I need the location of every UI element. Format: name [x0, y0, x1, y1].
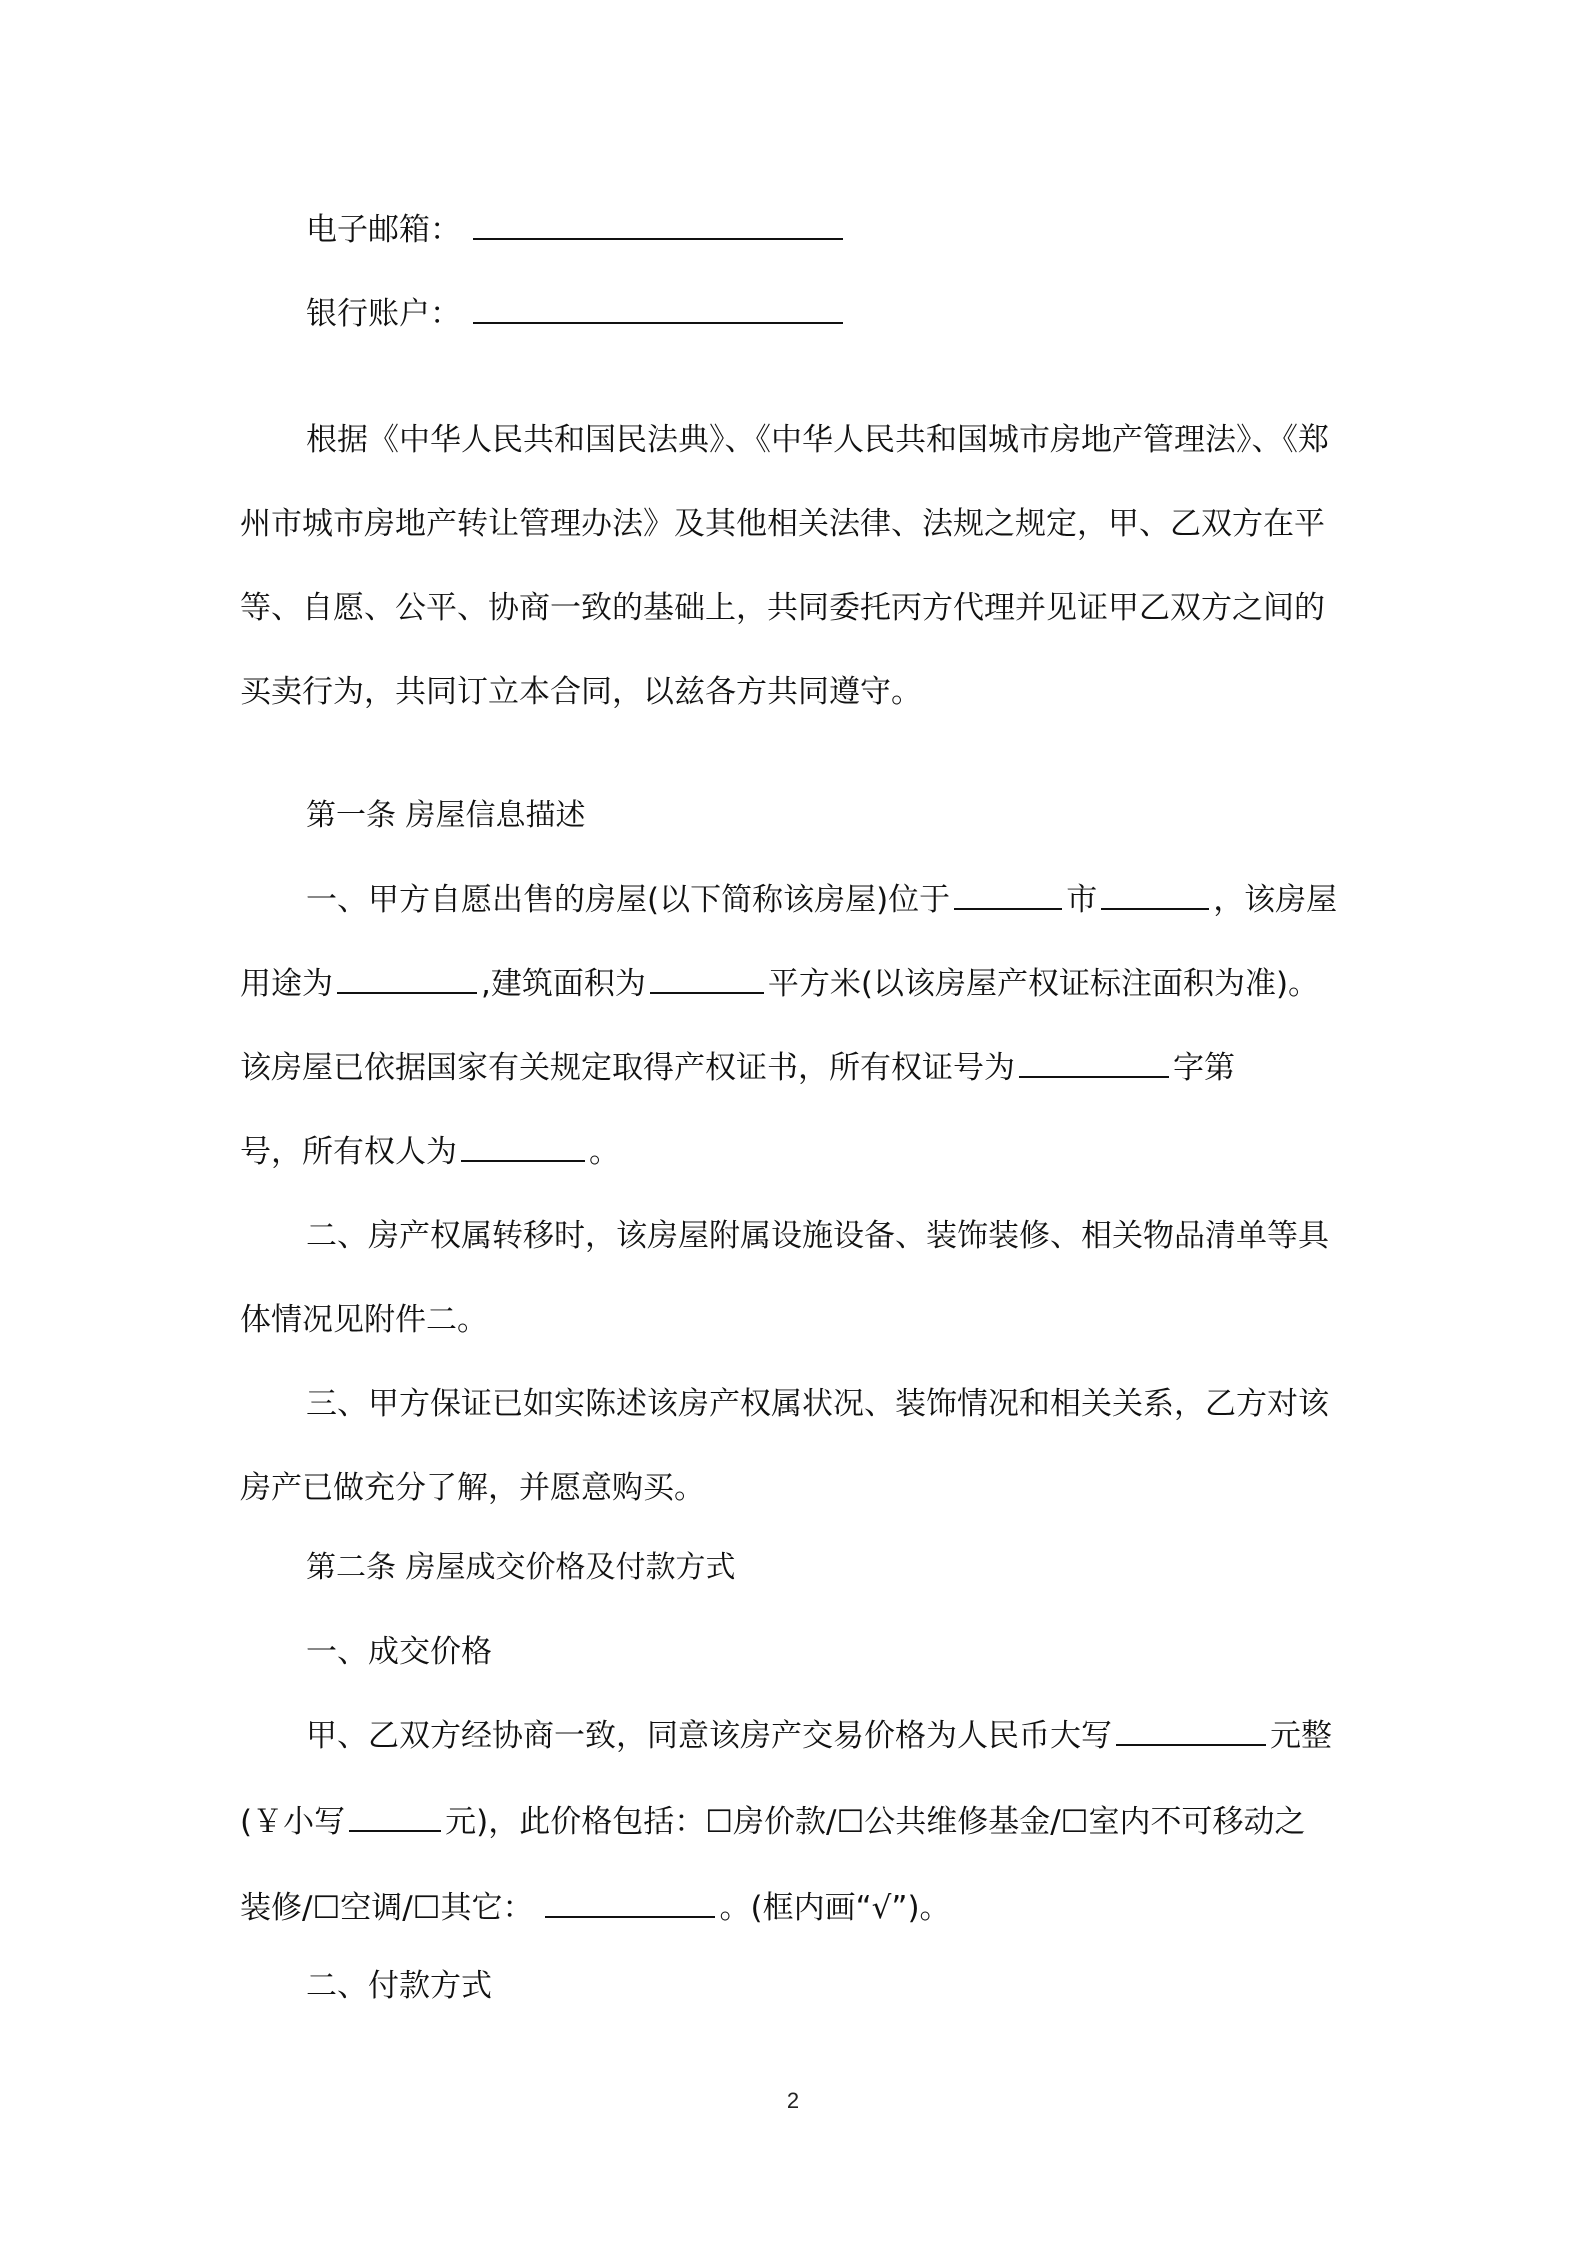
article-1-para-2-line-2: 体情况见附件二。: [240, 1302, 488, 1338]
preamble-line-1: 根据《中华人民共和国民法典》、《中华人民共和国城市房地产管理法》、《郑: [306, 422, 1329, 458]
text-segment: 号，所有权人为: [240, 1134, 457, 1170]
text-segment: 平方米(以该房屋产权证标注面积为准)。: [767, 966, 1320, 1002]
city-blank: [954, 878, 1062, 910]
text-segment: 。(框内画“√”)。: [719, 1890, 951, 1926]
article-1-para-1-line-4: [240, 1130, 1350, 1174]
article-1-para-1-line-3: [240, 1046, 1350, 1090]
bank-account-blank: [473, 292, 843, 324]
article-1-para-3-line-2: 房产已做充分了解，并愿意购买。: [240, 1470, 705, 1506]
certificate-number-blank: [1019, 1046, 1169, 1078]
preamble-line-4: 买卖行为，共同订立本合同，以兹各方共同遵守。: [240, 674, 922, 710]
article-2-para-1-line-3: [240, 1886, 1350, 1930]
article-1-para-2-line-1: 二、房产权属转移时，该房屋附属设施设备、装饰装修、相关物品清单等具: [306, 1218, 1329, 1254]
text-segment: (￥小写: [240, 1804, 346, 1840]
text-segment: 字第: [1173, 1050, 1235, 1086]
email-blank: [473, 208, 843, 240]
other-items-blank: [545, 1886, 715, 1918]
text-segment: ,建筑面积为: [481, 966, 646, 1002]
preamble-line-2: 州市城市房地产转让管理办法》及其他相关法律、法规之规定，甲、乙双方在平: [240, 506, 1325, 542]
text-segment: 该房屋已依据国家有关规定取得产权证书，所有权证号为: [240, 1050, 1015, 1086]
bank-account-label: 银行账户：: [306, 296, 461, 332]
owner-blank: [461, 1130, 585, 1162]
article-1-para-1-line-1: [306, 878, 1350, 922]
article-2-section-1: 一、成交价格: [306, 1634, 492, 1670]
usage-blank: [337, 962, 477, 994]
price-numeric-blank: [349, 1800, 441, 1832]
article-2-title: 第二条 房屋成交价格及付款方式: [306, 1550, 736, 1585]
email-label: 电子邮箱：: [306, 212, 461, 248]
email-field-row: [306, 208, 847, 252]
bank-account-row: [306, 292, 847, 336]
article-2-para-1-line-1: [306, 1714, 1350, 1758]
text-segment: 元)，此价格包括：☐房价款/☐公共维修基金/☐室内不可移动之: [445, 1804, 1306, 1840]
text-segment: ，该房屋: [1213, 882, 1338, 918]
page-number: 2: [786, 2088, 800, 2113]
article-1-para-1-line-2: [240, 962, 1350, 1006]
article-1-para-3-line-1: 三、甲方保证已如实陈述该房产权属状况、装饰情况和相关关系，乙方对该: [306, 1386, 1329, 1422]
price-uppercase-blank: [1116, 1714, 1266, 1746]
text-segment: 市: [1066, 882, 1098, 918]
article-2-section-2: 二、付款方式: [306, 1968, 492, 2004]
text-segment: 用途为: [240, 966, 333, 1002]
district-blank: [1101, 878, 1209, 910]
article-1-title: 第一条 房屋信息描述: [306, 798, 586, 833]
area-blank: [650, 962, 764, 994]
preamble-line-3: 等、自愿、公平、协商一致的基础上，共同委托丙方代理并见证甲乙双方之间的: [240, 590, 1325, 626]
text-segment: 元整: [1270, 1718, 1332, 1754]
text-segment: 装修/☐空调/☐其它：: [240, 1890, 534, 1926]
text-segment: 。: [589, 1134, 620, 1170]
article-2-para-1-line-2: [240, 1800, 1350, 1844]
text-segment: 甲、乙双方经协商一致，同意该房产交易价格为人民币大写: [306, 1718, 1112, 1754]
text-segment: 一、甲方自愿出售的房屋(以下简称该房屋)位于: [306, 882, 951, 918]
